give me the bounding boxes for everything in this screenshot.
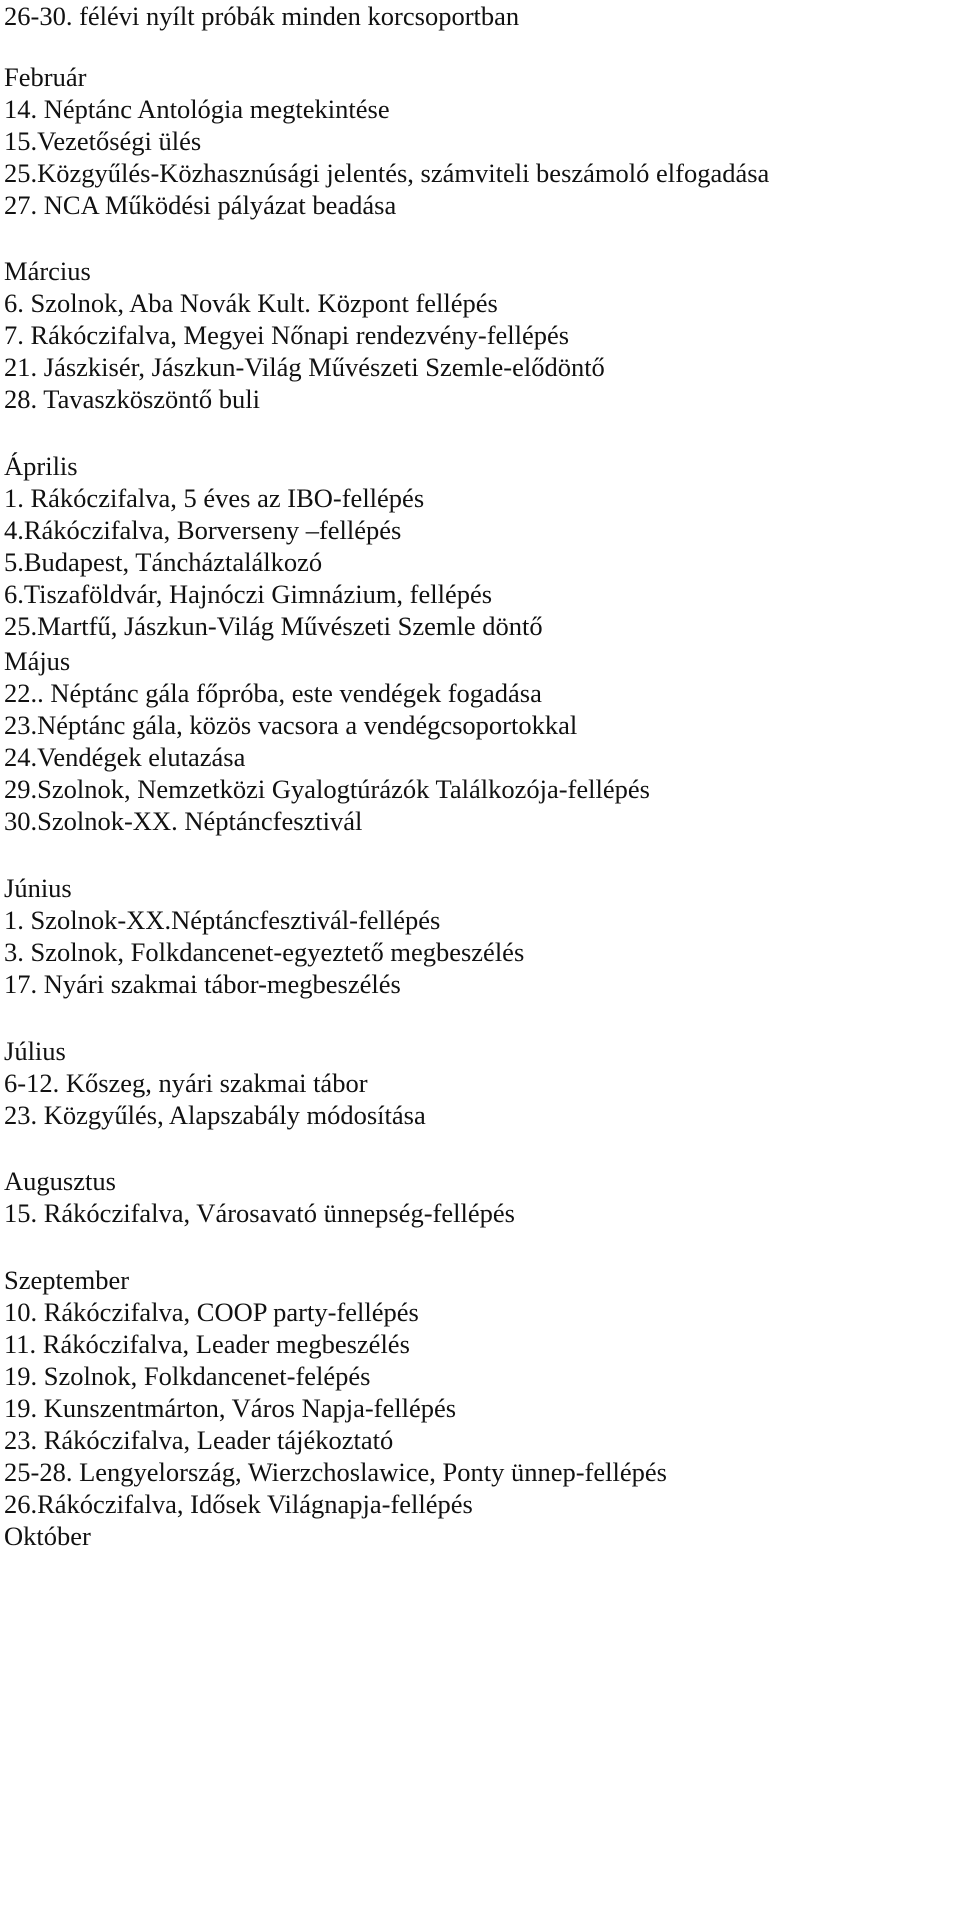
event-item: 6-12. Kőszeg, nyári szakmai tábor bbox=[4, 1068, 368, 1098]
event-item: 1. Rákóczifalva, 5 éves az IBO-fellépés bbox=[4, 483, 425, 513]
event-item: 19. Kunszentmárton, Város Napja-fellépés bbox=[4, 1393, 457, 1423]
event-item: 3. Szolnok, Folkdancenet-egyeztető megbeszélés bbox=[4, 937, 525, 967]
event-item: 28. Tavaszköszöntő buli bbox=[4, 384, 260, 414]
month-heading-februar: Február bbox=[4, 62, 87, 92]
event-item: 26.Rákóczifalva, Idősek Világnapja-fellépés bbox=[4, 1489, 473, 1519]
month-heading-marcius: Március bbox=[4, 256, 91, 286]
month-heading-szeptember: Szeptember bbox=[4, 1265, 130, 1295]
event-item: 25.Közgyűlés-Közhasznúsági jelentés, számviteli beszámoló elfogadása bbox=[4, 158, 770, 188]
event-item: 21. Jászkisér, Jászkun-Világ Művészeti Szemle-elődöntő bbox=[4, 352, 605, 382]
event-item: 27. NCA Működési pályázat beadása bbox=[4, 190, 397, 220]
event-item: 7. Rákóczifalva, Megyei Nőnapi rendezvény-fellépés bbox=[4, 320, 570, 350]
event-item: 23.Néptánc gála, közös vacsora a vendégcsoportokkal bbox=[4, 710, 578, 740]
event-item: 4.Rákóczifalva, Borverseny –fellépés bbox=[4, 515, 402, 545]
event-item: 22.. Néptánc gála főpróba, este vendégek fogadása bbox=[4, 678, 542, 708]
event-item: 25-28. Lengyelország, Wierzchoslawice, Ponty ünnep-fellépés bbox=[4, 1457, 667, 1487]
event-item: 15. Rákóczifalva, Városavató ünnepség-fellépés bbox=[4, 1198, 515, 1228]
intro-line: 26-30. félévi nyílt próbák minden korcsoportban bbox=[4, 1, 520, 31]
event-item: 6.Tiszaföldvár, Hajnóczi Gimnázium, fellépés bbox=[4, 579, 493, 609]
event-item: 23. Közgyűlés, Alapszabály módosítása bbox=[4, 1100, 426, 1130]
month-heading-julius: Július bbox=[4, 1036, 66, 1066]
event-item: 15.Vezetőségi ülés bbox=[4, 126, 202, 156]
month-heading-augusztus: Augusztus bbox=[4, 1166, 116, 1196]
event-item: 24.Vendégek elutazása bbox=[4, 742, 246, 772]
event-item: 14. Néptánc Antológia megtekintése bbox=[4, 94, 390, 124]
event-item: 1. Szolnok-XX.Néptáncfesztivál-fellépés bbox=[4, 905, 441, 935]
event-item: 25.Martfű, Jászkun-Világ Művészeti Szemle döntő bbox=[4, 611, 543, 641]
event-item: 5.Budapest, Táncháztalálkozó bbox=[4, 547, 323, 577]
event-item: 17. Nyári szakmai tábor-megbeszélés bbox=[4, 969, 401, 999]
month-heading-oktober: Október bbox=[4, 1521, 91, 1551]
event-item: 23. Rákóczifalva, Leader tájékoztató bbox=[4, 1425, 394, 1455]
event-item: 29.Szolnok, Nemzetközi Gyalogtúrázók Találkozója-fellépés bbox=[4, 774, 650, 804]
event-item: 30.Szolnok-XX. Néptáncfesztivál bbox=[4, 806, 363, 836]
event-item: 11. Rákóczifalva, Leader megbeszélés bbox=[4, 1329, 410, 1359]
event-item: 10. Rákóczifalva, COOP party-fellépés bbox=[4, 1297, 419, 1327]
month-heading-aprilis: Április bbox=[4, 451, 78, 481]
event-item: 6. Szolnok, Aba Novák Kult. Központ fellépés bbox=[4, 288, 498, 318]
month-heading-junius: Június bbox=[4, 873, 72, 903]
event-item: 19. Szolnok, Folkdancenet-felépés bbox=[4, 1361, 371, 1391]
month-heading-majus: Május bbox=[4, 646, 71, 676]
